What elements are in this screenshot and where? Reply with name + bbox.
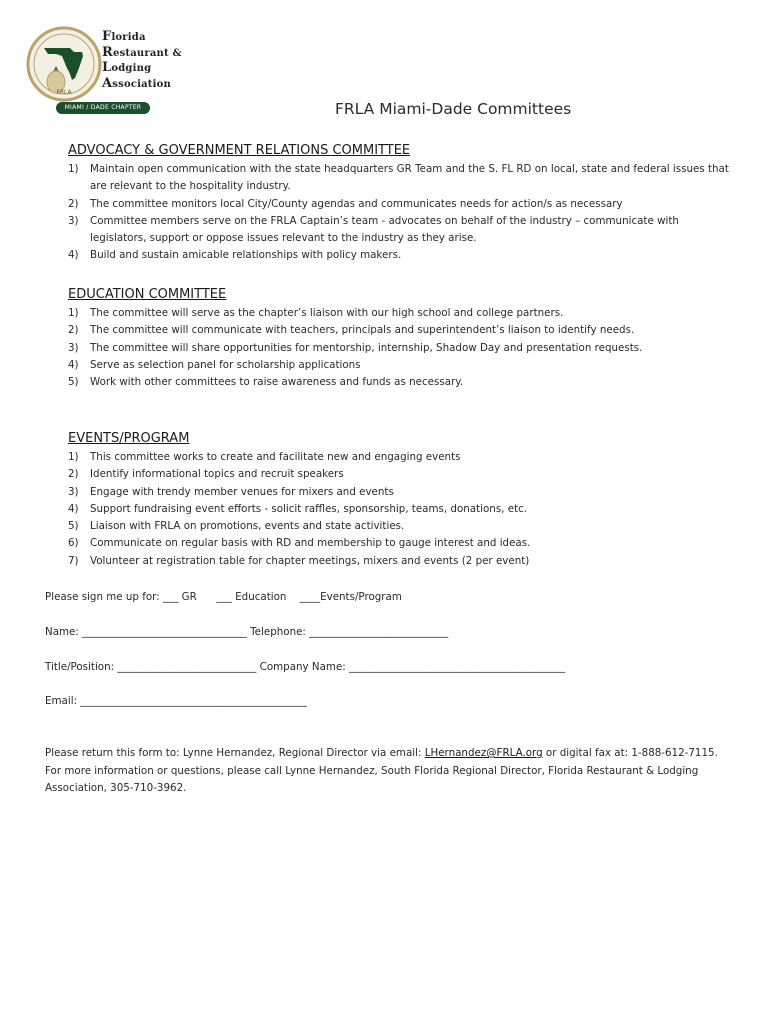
logo-word: Lodging — [102, 60, 152, 75]
title-company-line[interactable]: Title/Position: ___________________________ Company Name: __________________________________________ — [45, 661, 566, 673]
list-item: 3) The committee will share opportunities for mentorship, internship, Shadow Day and presentation requests. — [68, 341, 643, 354]
list-item: 1) This committee works to create and facilitate new and engaging events — [68, 451, 461, 463]
list-item: 6) Communicate on regular basis with RD and membership to gauge interest and ideas. — [68, 537, 531, 550]
section-title: ADVOCACY & GOVERNMENT RELATIONS COMMITTEE — [68, 143, 411, 158]
section-list — [68, 161, 730, 265]
logo-word: Association — [102, 75, 171, 91]
list-item: 2) The committee monitors local City/County agendas and communicates needs for action/s as necessary — [68, 197, 623, 210]
list-item: 2) The committee will communicate with teachers, principals and superintendent’s liaison to identify needs. — [68, 324, 635, 337]
return-instructions: Please return this form to: Lynne Hernandez, Regional Director via email: LHernandez@FRLA.org or digital fax at: 1-888-612-7115. For more information or questions, please call Lynne Hernandez, South Florida Regional Director, Florida Restaurant & Lodging Association, 305-710-3962. — [45, 747, 718, 794]
list-item: 4) Build and sustain amicable relationships with policy makers. — [68, 249, 402, 262]
section-list — [68, 449, 730, 570]
logo-wordmark — [102, 30, 182, 92]
section-education — [68, 287, 730, 391]
list-item: 3) Committee members serve on the FRLA Captain’s team - advocates on behalf of the industry – communicate with legislators, support or oppose issues relevant to the industry as they arise. — [68, 214, 679, 245]
section-advocacy — [68, 143, 730, 265]
section-title: EDUCATION COMMITTEE — [68, 287, 227, 302]
list-item: 1) The committee will serve as the chapter’s liaison with our high school and college partners. — [68, 307, 564, 319]
email-link[interactable]: LHernandez@FRLA.org — [424, 747, 543, 759]
page-title: FRLA Miami-Dade Committees — [335, 100, 572, 118]
logo-word: Florida — [102, 29, 146, 44]
list-item: 4) Serve as selection panel for scholarship applications — [68, 358, 361, 371]
list-item: 5) Liaison with FRLA on promotions, events and state activities. — [68, 520, 405, 533]
section-list — [68, 305, 730, 391]
list-item: 7) Volunteer at registration table for chapter meetings, mixers and events (2 per event) — [68, 554, 530, 567]
chapter-banner: MIAMI / DADE CHAPTER — [56, 102, 150, 114]
section-title: EVENTS/PROGRAM — [68, 431, 190, 446]
list-item: 2) Identify informational topics and recruit speakers — [68, 468, 344, 481]
list-item: 4) Support fundraising event efforts - solicit raffles, sponsorship, teams, donations, etc. — [68, 502, 528, 515]
signup-line[interactable]: Please sign me up for: ___ GR ___ Education ____Events/Program — [45, 591, 402, 603]
section-events — [68, 431, 730, 570]
list-item: 3) Engage with trendy member venues for mixers and events — [68, 485, 394, 498]
logo-word: Restaurant & — [102, 44, 182, 60]
svg-text:FRLA: FRLA — [56, 89, 72, 96]
email-line[interactable]: Email: ____________________________________________ — [45, 695, 307, 707]
name-phone-line[interactable]: Name: ________________________________ Telephone: ___________________________ — [45, 626, 449, 638]
list-item: 5) Work with other committees to raise awareness and funds as necessary. — [68, 376, 464, 389]
list-item: 1) Maintain open communication with the state headquarters GR Team and the S. FL RD on local, state and federal issues that are relevant to the hospitality industry. — [68, 163, 729, 193]
